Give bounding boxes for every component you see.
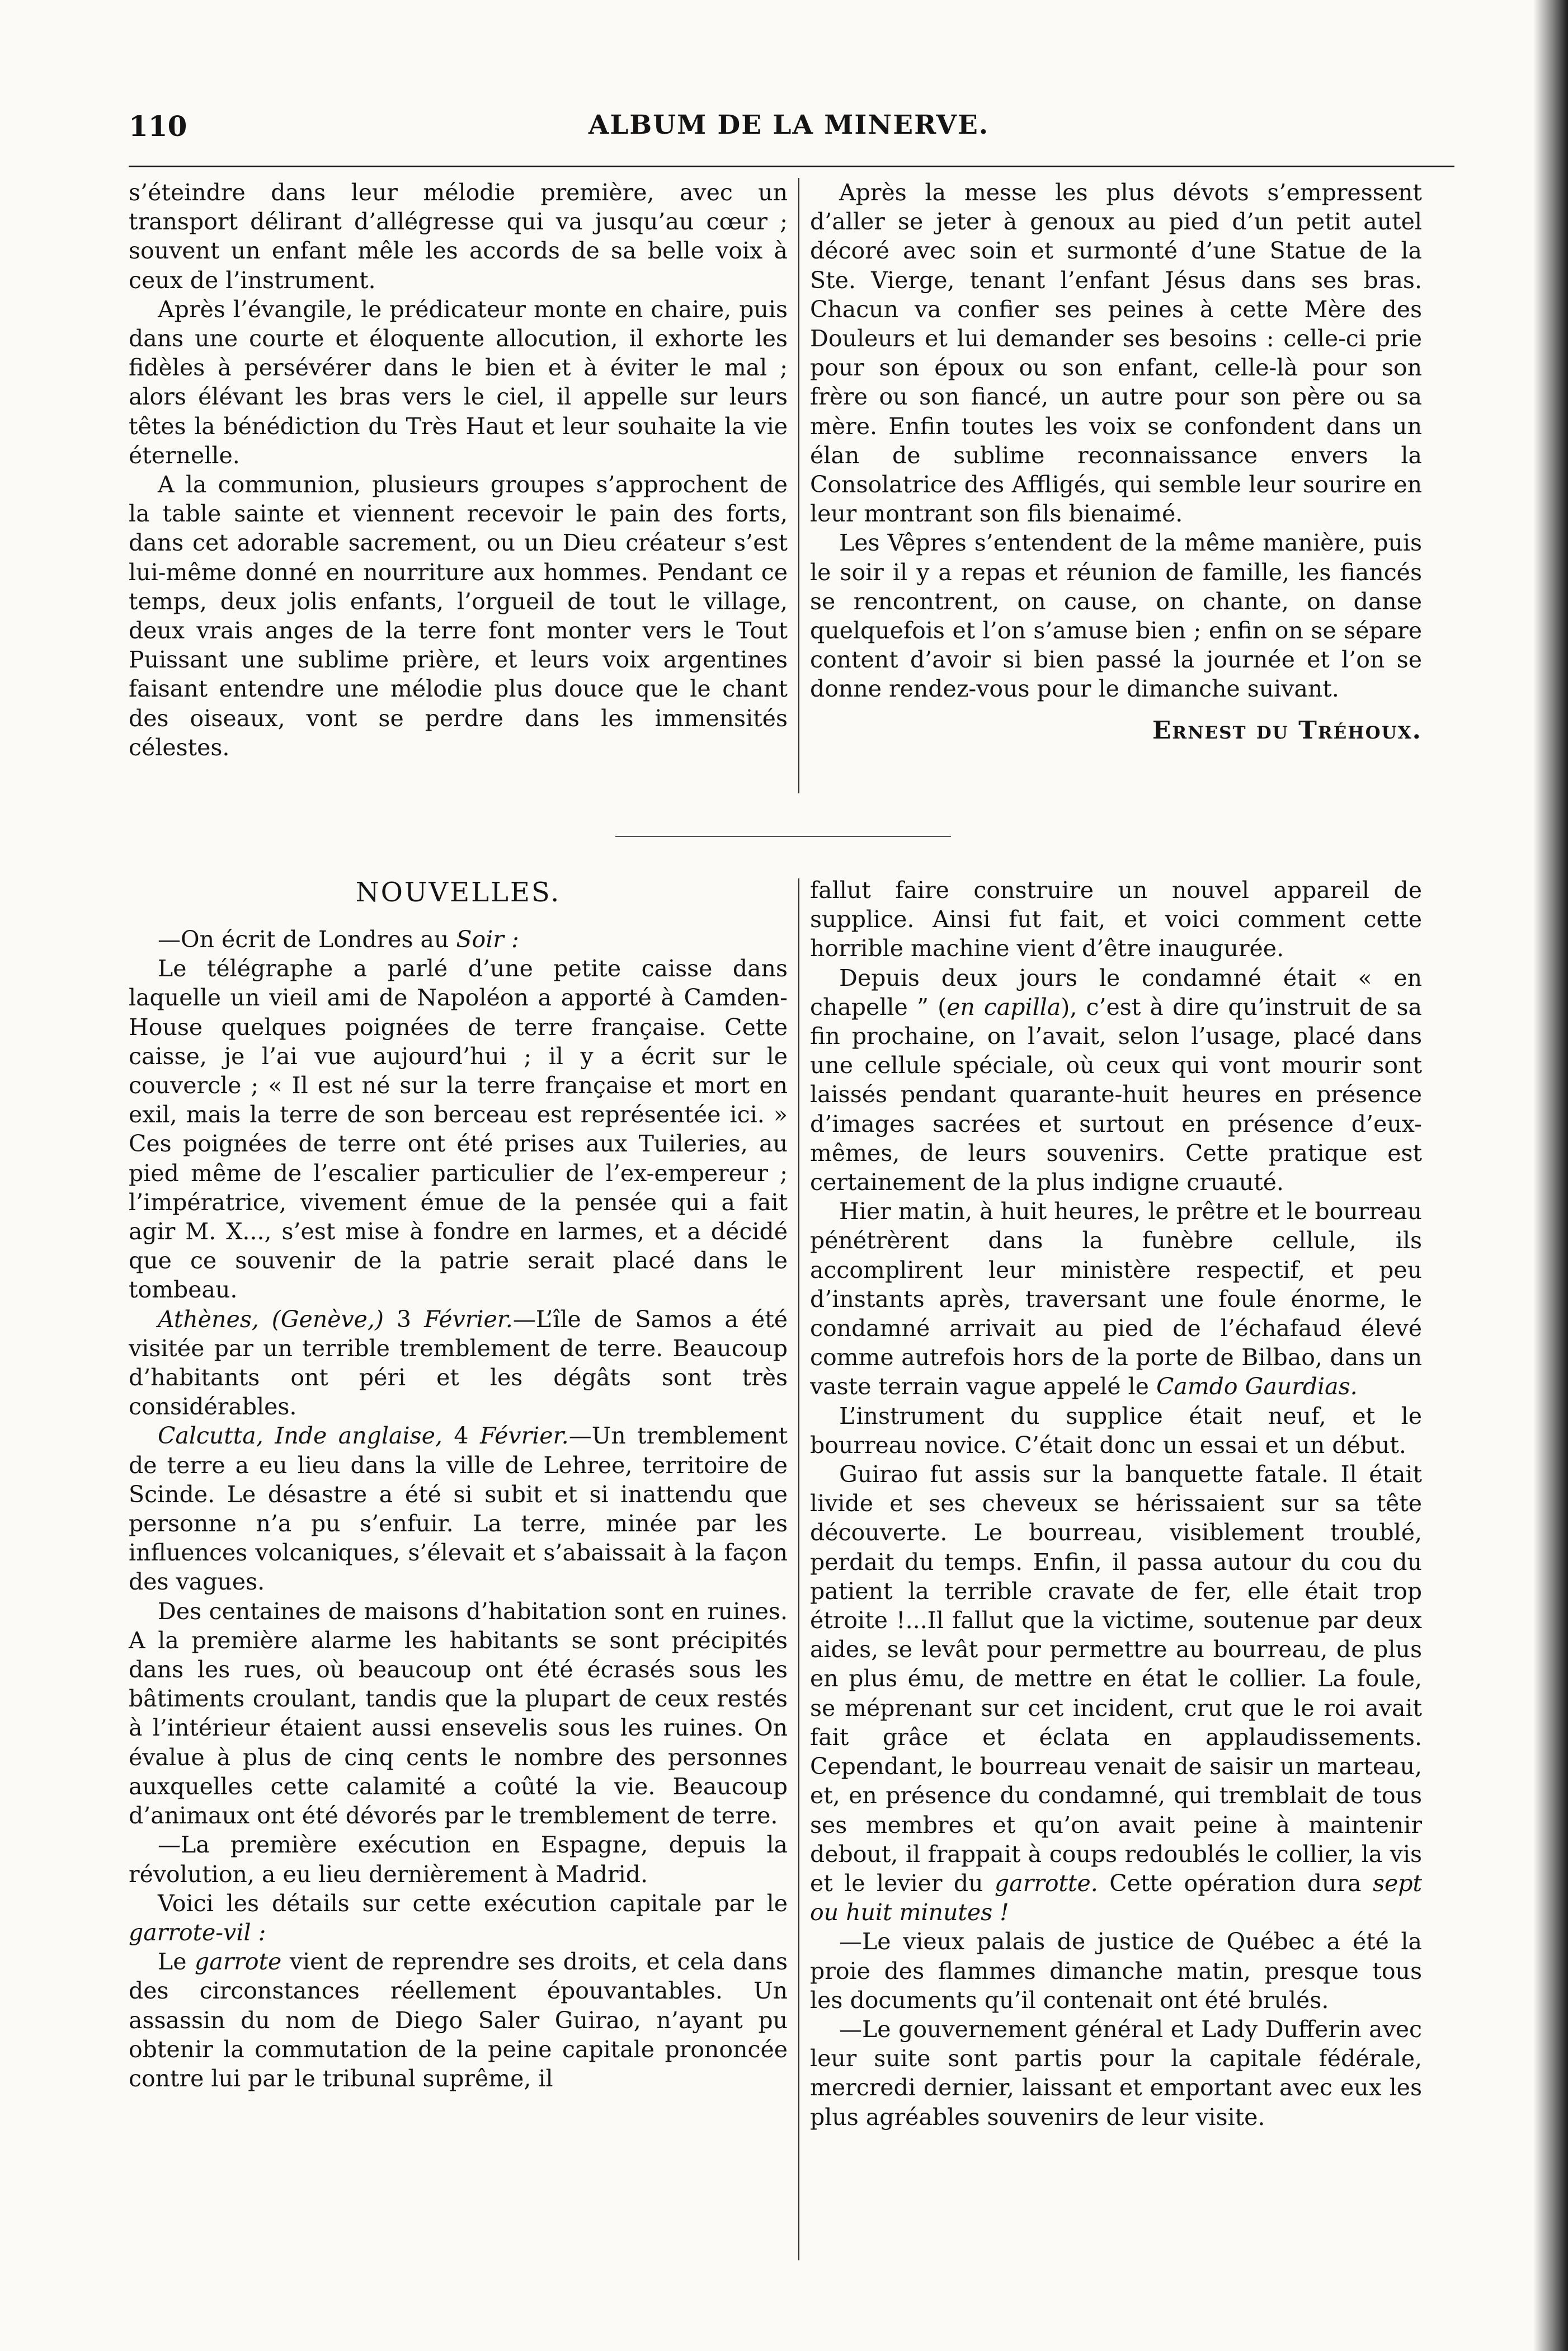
news-paragraph: —Le vieux palais de justice de Québec a été la proie des flammes dimanche matin, presque tous les documents qu’il contenait ont été brulés.: [810, 1928, 1422, 2014]
article-paragraph: A la communion, plusieurs groupes s’approchent de la table sainte et viennent recevoir le pain des forts, dans cet adorable sacrement, ou un Dieu créateur s’est lui-même donné en nourriture aux hommes. Pendant ce temps, deux jolis enfants, l’orgueil de tout le village, deux vrais anges de la terre font monter vers le Tout Puissant une sublime prière, et leurs voix argentines faisant entendre une mélodie plus douce que le chant des oiseaux, vont se perdre dans les immensités célestes.: [129, 471, 788, 761]
news-term: garrote: [195, 1948, 282, 1976]
article-left-column: [129, 178, 788, 762]
news-right-column: [810, 876, 1422, 2132]
news-text: —Un tremblement de terre a eu lieu dans la ville de Lehree, territoire de Scinde. Le désastre a été si subit et si inattendu que personne n’a pu s’enfuir. La terre, minée par les influences volcaniques, s’élevait et s’abaissait à la façon des vagues.: [129, 1422, 788, 1596]
news-term: garrote-vil :: [129, 1919, 266, 1946]
column-divider: [798, 878, 799, 2260]
running-head: [129, 110, 1449, 149]
news-paragraph: [129, 1305, 788, 1422]
dateline-day: 4: [442, 1422, 480, 1450]
news-section-title: NOUVELLES.: [355, 877, 561, 908]
page-edge-shadow: [1533, 0, 1568, 2351]
page-number: 110: [129, 110, 187, 143]
dateline-day: 3: [383, 1305, 425, 1333]
news-text: —On écrit de Londres au: [158, 926, 456, 953]
news-text: ), c’est à dire qu’instruit de sa fin prochaine, on l’avait, selon l’usage, placé dans une cellule spéciale, où ceux qui vont mourir sont laissés pendant quarante-huit heures en présence d’images sacrées et surtout en présence d’eux-mêmes, de leurs souvenirs. Cette pratique est certainement de la plus indigne cruauté.: [810, 993, 1422, 1196]
news-text: Cette opération dura: [1098, 1869, 1373, 1897]
article-signature: Ernest du Tréhoux.: [1152, 716, 1422, 745]
news-paragraph: L’instrument du supplice était neuf, et le bourreau novice. C’était donc un essai et un début.: [810, 1402, 1422, 1459]
news-text: Hier matin, à huit heures, le prêtre et le bourreau pénétrèrent dans la funèbre cellule, ils accomplirent leur ministère respectif, et peu d’instants après, traversant une foule énorme, le condamné arrivait au pied de l’échafaud élevé comme autrefois hors de la porte de Bilbao, dans un vaste terrain vague appelé le: [810, 1198, 1422, 1400]
news-paragraph: Le télégraphe a parlé d’une petite caisse dans laquelle un vieil ami de Napoléon a apporté à Camden-House quelques poignées de terre française. Cette caisse, je l’ai vue aujourd’hui ; il y a écrit sur le couvercle ; « Il est né sur la terre française et mort en exil, mais la terre de son berceau est représentée ici. » Ces poignées de terre ont été prises aux Tuileries, au pied même de l’escalier particulier de l’ex-empereur ; l’impératrice, vivement émue de la pensée qui a fait agir M. X..., s’est mise à fondre en larmes, et a décidé que ce souvenir de la patrie serait placé dans le tombeau.: [129, 955, 788, 1304]
news-text: Voici les détails sur cette exécution capitale par le: [158, 1889, 788, 1917]
article-paragraph: Après l’évangile, le prédicateur monte en chaire, puis dans une courte et éloquente allocution, il exhorte les fidèles à persévérer dans le bien et à éviter le mal ; alors élévant les bras vers le ciel, il appelle sur leurs têtes la bénédiction du Très Haut et leur souhaite la vie éternelle.: [129, 295, 788, 469]
news-paragraph: fallut faire construire un nouvel appareil de supplice. Ainsi fut fait, et voici comment cette horrible machine vient d’être inaugurée.: [810, 877, 1422, 962]
news-duration: sept ou huit minutes !: [810, 1869, 1422, 1926]
place-name: Camdo Gaurdias.: [1156, 1373, 1358, 1400]
newspaper-name: Soir :: [456, 926, 519, 953]
dateline-place: Calcutta, Inde anglaise,: [158, 1422, 442, 1450]
news-text: —L’île de Samos a été visitée par un terrible tremblement de terre. Beaucoup d’habitants ont péri et les dégâts sont très considérables.: [129, 1305, 788, 1421]
news-text: Le: [158, 1948, 195, 1976]
article-right-column: [810, 178, 1422, 745]
news-paragraph: [810, 963, 1422, 1197]
article-paragraph: Après la messe les plus dévots s’empressent d’aller se jeter à genoux au pied d’un petit autel décoré avec soin et surmonté d’une Statue de la Ste. Vierge, tenant l’enfant Jésus dans ses bras. Chacun va confier ses peines à cette Mère des Douleurs et lui demander ses besoins : celle-ci prie pour son époux ou son enfant, celle-là pour son frère ou son fiancé, un autre pour son père ou sa mère. Enfin toutes les voix se confondent dans un élan de sublime reconnaissance envers la Consolatrice des Affligés, qui semble leur sourire en leur montrant son fils bienaimé.: [810, 179, 1422, 528]
header-rule: [129, 166, 1454, 167]
news-paragraph: [129, 1947, 788, 2093]
column-divider: [798, 178, 799, 793]
news-text: Depuis deux jours le condamné était « en chapelle ” (: [810, 964, 1422, 1021]
news-paragraph: [810, 1197, 1422, 1401]
news-term: en capilla: [947, 993, 1061, 1021]
news-paragraph: —La première exécution en Espagne, depuis la révolution, a eu lieu dernièrement à Madrid.: [129, 1831, 788, 1888]
news-paragraph: [129, 1889, 788, 1947]
news-paragraph: [129, 1421, 788, 1596]
news-term: garrotte.: [994, 1869, 1098, 1897]
news-paragraph: [129, 925, 788, 954]
article-paragraph: s’éteindre dans leur mélodie première, avec un transport délirant d’allégresse qui va jusqu’au cœur ; souvent un enfant mêle les accords de sa belle voix à ceux de l’instrument.: [129, 179, 788, 294]
article-paragraph: Les Vêpres s’entendent de la même manière, puis le soir il y a repas et réunion de famille, les fiancés se rencontrent, on cause, on chante, on danse quelquefois et l’on s’amuse bien ; enfin on se sépare content d’avoir si bien passé la journée et l’on se donne rendez-vous pour le dimanche suivant.: [810, 529, 1422, 703]
dateline-month: Février.: [424, 1305, 513, 1333]
journal-title: ALBUM DE LA MINERVE.: [588, 110, 990, 140]
news-paragraph: —Le gouvernement général et Lady Dufferin avec leur suite sont partis pour la capitale fédérale, mercredi dernier, laissant et emportant avec eux les plus agréables souvenirs de leur visite.: [810, 2015, 1422, 2131]
news-paragraph: Des centaines de maisons d’habitation sont en ruines. A la première alarme les habitants se sont précipités dans les rues, où beaucoup ont été écrasés sous les bâtiments croulant, tandis que la plupart de ceux restés à l’intérieur étaient aussi ensevelis sous les ruines. On évalue à plus de cinq cents le nombre des personnes auxquelles cette calamité a coûté la vie. Beaucoup d’animaux ont été dévorés par le tremblement de terre.: [129, 1597, 788, 1830]
news-left-column: [129, 876, 788, 2093]
news-text: Guirao fut assis sur la banquette fatale. Il était livide et ses cheveux se hérissaient sur sa tête découverte. Le bourreau, visiblement troublé, perdait du temps. Enfin, il passa autour du cou du patient la terrible cravate de fer, elle était trop étroite !...Il fallut que la victime, soutenue par deux aides, se levât pour permettre au bourreau, de plus en plus ému, de mettre en état le collier. La foule, se méprenant sur cet incident, crut que le roi avait fait grâce et éclata en applaudissements. Cependant, le bourreau venait de saisir un marteau, et, en présence du condamné, qui tremblait de tous ses membres et qu’on avait peine à maintenir debout, il frappait à coups redoublés le collier, la vis et le levier du: [810, 1461, 1422, 1897]
section-divider: [615, 836, 951, 837]
dateline-place: Athènes, (Genève,): [158, 1305, 384, 1333]
news-paragraph: [810, 1460, 1422, 1927]
dateline-month: Février.: [479, 1422, 569, 1450]
news-text: vient de reprendre ses droits, et cela dans des circonstances réellement épouvantables. Un assassin du nom de Diego Saler Guirao, n’ayant pu obtenir la commutation de la peine capitale prononcée contre lui par le tribunal suprême, il: [129, 1948, 788, 2092]
